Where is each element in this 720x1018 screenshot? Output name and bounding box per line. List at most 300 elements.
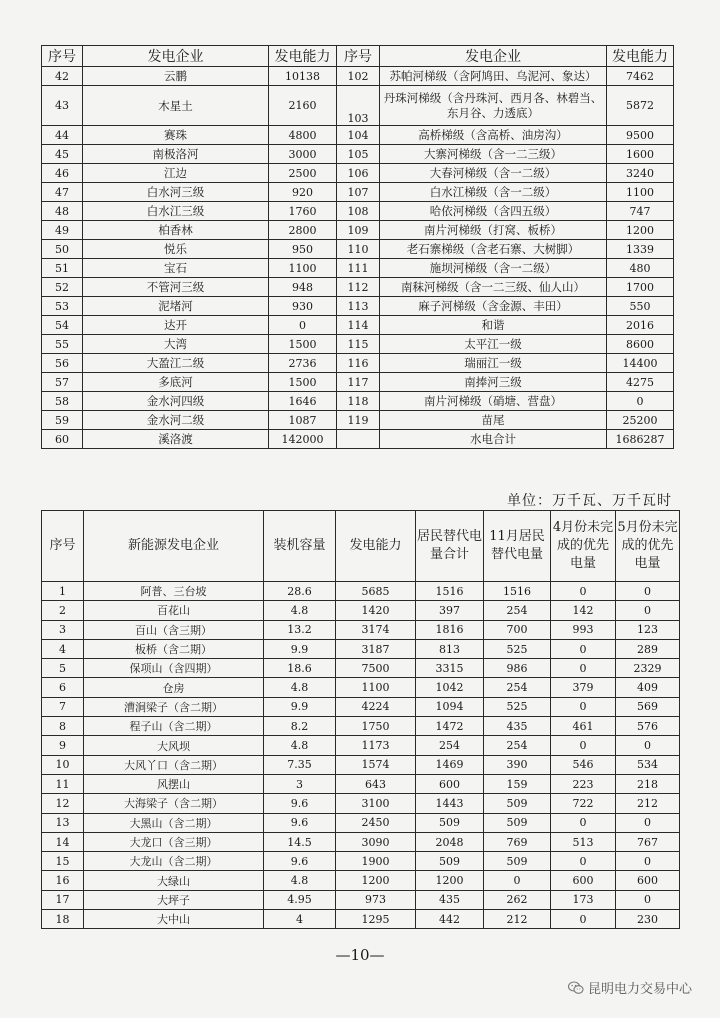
generation-capacity: 973: [336, 890, 416, 909]
installed-capacity: 9.6: [264, 852, 336, 871]
row-number: 2: [42, 601, 84, 620]
resident-substitution-total: 1443: [416, 794, 484, 813]
table-row: [42, 774, 680, 793]
wechat-icon: [568, 981, 584, 995]
plant-name: 大海梁子（含二期）: [84, 794, 264, 813]
november-resident-substitution: 390: [484, 755, 551, 774]
left-generation-capacity: 948: [269, 278, 337, 297]
page-number: —10—: [335, 946, 385, 964]
installed-capacity: 9.9: [264, 697, 336, 716]
left-generation-capacity: 1500: [269, 373, 337, 392]
april-unfinished-priority: 142: [551, 601, 616, 620]
hydro-header-row: [42, 46, 674, 67]
right-generation-capacity: 550: [607, 297, 674, 316]
left-plant-name: 白水河三级: [83, 183, 269, 202]
november-resident-substitution: 769: [484, 832, 551, 851]
right-generation-capacity: 14400: [607, 354, 674, 373]
april-unfinished-priority: 600: [551, 871, 616, 890]
right-plant-name: 施坝河梯级（含一二级）: [380, 259, 607, 278]
left-row-number: 42: [42, 67, 83, 86]
april-unfinished-priority: 0: [551, 639, 616, 658]
generation-capacity: 3187: [336, 639, 416, 658]
column-header: 5月份未完成的优先电量: [616, 511, 680, 582]
right-row-number: 111: [337, 259, 380, 278]
november-resident-substitution: 0: [484, 871, 551, 890]
right-plant-name: 南片河梯级（硝塘、营盘）: [380, 392, 607, 411]
april-unfinished-priority: 379: [551, 678, 616, 697]
may-unfinished-priority: 0: [616, 852, 680, 871]
left-row-number: 49: [42, 221, 83, 240]
row-number: 7: [42, 697, 84, 716]
may-unfinished-priority: 289: [616, 639, 680, 658]
generation-capacity: 1100: [336, 678, 416, 697]
left-plant-name: 江边: [83, 164, 269, 183]
right-plant-name: 南秣河梯级（含一二三级、仙人山）: [380, 278, 607, 297]
resident-substitution-total: 509: [416, 852, 484, 871]
left-plant-name: 泥堵河: [83, 297, 269, 316]
table-row: [42, 678, 680, 697]
row-number: 10: [42, 755, 84, 774]
left-generation-capacity: 2160: [269, 86, 337, 126]
left-generation-capacity: 2800: [269, 221, 337, 240]
installed-capacity: 8.2: [264, 717, 336, 736]
left-row-number: 58: [42, 392, 83, 411]
resident-substitution-total: 1472: [416, 717, 484, 736]
left-plant-name: 云鹏: [83, 67, 269, 86]
plant-name: 风摆山: [84, 774, 264, 793]
column-header: 新能源发电企业: [84, 511, 264, 582]
left-generation-capacity: 0: [269, 316, 337, 335]
hydro-table: [41, 45, 674, 449]
table-row: [42, 639, 680, 658]
plant-name: 大黑山（含二期）: [84, 813, 264, 832]
may-unfinished-priority: 534: [616, 755, 680, 774]
right-plant-name: 南捧河三级: [380, 373, 607, 392]
may-unfinished-priority: 218: [616, 774, 680, 793]
plant-name: 阿普、三台坡: [84, 582, 264, 601]
right-generation-capacity: 7462: [607, 67, 674, 86]
november-resident-substitution: 159: [484, 774, 551, 793]
left-plant-name: 柏香林: [83, 221, 269, 240]
left-generation-capacity: 2736: [269, 354, 337, 373]
left-generation-capacity: 2500: [269, 164, 337, 183]
right-row-number: 116: [337, 354, 380, 373]
left-generation-capacity: 1646: [269, 392, 337, 411]
row-number: 17: [42, 890, 84, 909]
left-generation-capacity: 920: [269, 183, 337, 202]
table-row: [42, 620, 680, 639]
november-resident-substitution: 262: [484, 890, 551, 909]
generation-capacity: 1295: [336, 910, 416, 929]
right-generation-capacity: 3240: [607, 164, 674, 183]
right-plant-name: 苏帕河梯级（含阿鸠田、乌泥河、象达）: [380, 67, 607, 86]
november-resident-substitution: 509: [484, 794, 551, 813]
row-number: 3: [42, 620, 84, 639]
resident-substitution-total: 1042: [416, 678, 484, 697]
resident-substitution-total: 442: [416, 910, 484, 929]
right-plant-name: 瑞丽江一级: [380, 354, 607, 373]
left-row-number: 48: [42, 202, 83, 221]
may-unfinished-priority: 0: [616, 736, 680, 755]
table-row: [42, 67, 674, 86]
right-generation-capacity: 8600: [607, 335, 674, 354]
left-row-number: 43: [42, 86, 83, 126]
right-row-number: 106: [337, 164, 380, 183]
table-row: [42, 145, 674, 164]
generation-capacity: 1200: [336, 871, 416, 890]
right-row-number: 108: [337, 202, 380, 221]
november-resident-substitution: 1516: [484, 582, 551, 601]
resident-substitution-total: 1816: [416, 620, 484, 639]
right-plant-name: 哈依河梯级（含四五级）: [380, 202, 607, 221]
table-row: [42, 813, 680, 832]
row-number: 9: [42, 736, 84, 755]
table-row: [42, 601, 680, 620]
left-row-number: 44: [42, 126, 83, 145]
resident-substitution-total: 1200: [416, 871, 484, 890]
column-header: 11月居民替代电量: [484, 511, 551, 582]
right-generation-capacity: 4275: [607, 373, 674, 392]
right-plant-name: 麻子河梯级（含金源、丰田）: [380, 297, 607, 316]
generation-capacity: 7500: [336, 659, 416, 678]
installed-capacity: 3: [264, 774, 336, 793]
table-row: [42, 354, 674, 373]
table-row: [42, 392, 674, 411]
left-generation-capacity: 1100: [269, 259, 337, 278]
table-row: [42, 411, 674, 430]
generation-capacity: 1900: [336, 852, 416, 871]
generation-capacity: 4224: [336, 697, 416, 716]
table-row: [42, 373, 674, 392]
row-number: 14: [42, 832, 84, 851]
may-unfinished-priority: 123: [616, 620, 680, 639]
generation-capacity: 3090: [336, 832, 416, 851]
plant-name: 大龙山（含二期）: [84, 852, 264, 871]
generation-capacity: 1420: [336, 601, 416, 620]
table-row: [42, 852, 680, 871]
november-resident-substitution: 525: [484, 639, 551, 658]
column-header: 居民替代电量合计: [416, 511, 484, 582]
row-number: 6: [42, 678, 84, 697]
may-unfinished-priority: 0: [616, 601, 680, 620]
right-plant-name: 苗尾: [380, 411, 607, 430]
left-row-number: 59: [42, 411, 83, 430]
left-generation-capacity: 1500: [269, 335, 337, 354]
right-row-number: 103: [337, 86, 380, 126]
may-unfinished-priority: 576: [616, 717, 680, 736]
right-plant-name: 太平江一级: [380, 335, 607, 354]
installed-capacity: 4.95: [264, 890, 336, 909]
table-row: [42, 240, 674, 259]
resident-substitution-total: 435: [416, 890, 484, 909]
left-plant-name: 大湾: [83, 335, 269, 354]
table-row: [42, 910, 680, 929]
installed-capacity: 13.2: [264, 620, 336, 639]
plant-name: 保项山（含四期）: [84, 659, 264, 678]
installed-capacity: 4.8: [264, 601, 336, 620]
column-header: 序号: [42, 511, 84, 582]
table-row: [42, 221, 674, 240]
left-generation-capacity: 142000: [269, 430, 337, 449]
table-row: [42, 278, 674, 297]
plant-name: 仓房: [84, 678, 264, 697]
november-resident-substitution: 525: [484, 697, 551, 716]
right-row-number: 104: [337, 126, 380, 145]
installed-capacity: 9.6: [264, 813, 336, 832]
plant-name: 漕涧梁子（含二期）: [84, 697, 264, 716]
table-row: [42, 202, 674, 221]
table-row: [42, 430, 674, 449]
resident-substitution-total: 1516: [416, 582, 484, 601]
left-generation-capacity: 950: [269, 240, 337, 259]
plant-name: 程子山（含二期）: [84, 717, 264, 736]
installed-capacity: 18.6: [264, 659, 336, 678]
left-plant-name: 宝石: [83, 259, 269, 278]
left-row-number: 46: [42, 164, 83, 183]
right-generation-capacity: 0: [607, 392, 674, 411]
table-row: [42, 794, 680, 813]
resident-substitution-total: 1094: [416, 697, 484, 716]
left-generation-capacity: 1760: [269, 202, 337, 221]
april-unfinished-priority: 0: [551, 697, 616, 716]
april-unfinished-priority: 993: [551, 620, 616, 639]
row-number: 13: [42, 813, 84, 832]
left-plant-name: 南极洛河: [83, 145, 269, 164]
left-plant-name: 木星土: [83, 86, 269, 126]
table-row: [42, 871, 680, 890]
resident-substitution-total: 397: [416, 601, 484, 620]
new-energy-table: [41, 510, 680, 929]
april-unfinished-priority: 546: [551, 755, 616, 774]
unit-label: 单位：万千瓦、万千瓦时: [507, 493, 672, 509]
table-row: [42, 755, 680, 774]
right-row-number: 119: [337, 411, 380, 430]
row-number: 8: [42, 717, 84, 736]
right-generation-capacity: 2016: [607, 316, 674, 335]
resident-substitution-total: 1469: [416, 755, 484, 774]
row-number: 15: [42, 852, 84, 871]
generation-capacity: 5685: [336, 582, 416, 601]
may-unfinished-priority: 569: [616, 697, 680, 716]
right-plant-name: 老石寨梯级（含老石寨、大树脚）: [380, 240, 607, 259]
left-generation-capacity: 10138: [269, 67, 337, 86]
november-resident-substitution: 254: [484, 736, 551, 755]
left-row-number: 47: [42, 183, 83, 202]
left-row-number: 50: [42, 240, 83, 259]
left-plant-name: 金水河二级: [83, 411, 269, 430]
resident-substitution-total: 600: [416, 774, 484, 793]
table-row: [42, 717, 680, 736]
left-generation-capacity: 1087: [269, 411, 337, 430]
right-generation-capacity: 480: [607, 259, 674, 278]
left-plant-name: 白水江三级: [83, 202, 269, 221]
row-number: 11: [42, 774, 84, 793]
table-row: [42, 697, 680, 716]
watermark: [568, 978, 692, 997]
right-generation-capacity: 1700: [607, 278, 674, 297]
table-row: [42, 832, 680, 851]
row-number: 1: [42, 582, 84, 601]
right-row-number: 118: [337, 392, 380, 411]
column-header: 发电能力: [269, 46, 337, 67]
right-generation-capacity: 5872: [607, 86, 674, 126]
april-unfinished-priority: 0: [551, 736, 616, 755]
may-unfinished-priority: 2329: [616, 659, 680, 678]
may-unfinished-priority: 212: [616, 794, 680, 813]
april-unfinished-priority: 722: [551, 794, 616, 813]
right-plant-name: 南片河梯级（打窝、板桥）: [380, 221, 607, 240]
installed-capacity: 14.5: [264, 832, 336, 851]
right-row-number: [337, 430, 380, 449]
table-row: [42, 183, 674, 202]
right-row-number: 113: [337, 297, 380, 316]
table-row: [42, 890, 680, 909]
table-row: [42, 259, 674, 278]
april-unfinished-priority: 173: [551, 890, 616, 909]
right-row-number: 110: [337, 240, 380, 259]
right-plant-name: 大春河梯级（含一二级）: [380, 164, 607, 183]
watermark-text: 昆明电力交易中心: [587, 982, 692, 997]
right-generation-capacity: 1600: [607, 145, 674, 164]
right-row-number: 112: [337, 278, 380, 297]
may-unfinished-priority: 600: [616, 871, 680, 890]
table-row: [42, 582, 680, 601]
generation-capacity: 1750: [336, 717, 416, 736]
installed-capacity: 4.8: [264, 871, 336, 890]
plant-name: 大龙口（含三期）: [84, 832, 264, 851]
installed-capacity: 4.8: [264, 736, 336, 755]
november-resident-substitution: 212: [484, 910, 551, 929]
april-unfinished-priority: 0: [551, 659, 616, 678]
table-row: [42, 126, 674, 145]
november-resident-substitution: 254: [484, 601, 551, 620]
left-plant-name: 不管河三级: [83, 278, 269, 297]
plant-name: 大坪子: [84, 890, 264, 909]
column-header: 序号: [42, 46, 83, 67]
right-row-number: 114: [337, 316, 380, 335]
right-generation-capacity: 1200: [607, 221, 674, 240]
generation-capacity: 1574: [336, 755, 416, 774]
resident-substitution-total: 813: [416, 639, 484, 658]
table-row: [42, 316, 674, 335]
left-generation-capacity: 3000: [269, 145, 337, 164]
right-plant-name: 白水江梯级（含一二级）: [380, 183, 607, 202]
right-row-number: 105: [337, 145, 380, 164]
right-plant-name: 高桥梯级（含高桥、油房沟）: [380, 126, 607, 145]
plant-name: 板桥（含二期）: [84, 639, 264, 658]
installed-capacity: 4: [264, 910, 336, 929]
right-generation-capacity: 9500: [607, 126, 674, 145]
row-number: 16: [42, 871, 84, 890]
right-generation-capacity: 1100: [607, 183, 674, 202]
column-header: 序号: [337, 46, 380, 67]
april-unfinished-priority: 223: [551, 774, 616, 793]
right-row-number: 102: [337, 67, 380, 86]
installed-capacity: 7.35: [264, 755, 336, 774]
resident-substitution-total: 2048: [416, 832, 484, 851]
table-row: [42, 736, 680, 755]
april-unfinished-priority: 461: [551, 717, 616, 736]
column-header: 装机容量: [264, 511, 336, 582]
plant-name: 大中山: [84, 910, 264, 929]
april-unfinished-priority: 0: [551, 910, 616, 929]
may-unfinished-priority: 0: [616, 890, 680, 909]
installed-capacity: 9.6: [264, 794, 336, 813]
generation-capacity: 3100: [336, 794, 416, 813]
may-unfinished-priority: 767: [616, 832, 680, 851]
may-unfinished-priority: 230: [616, 910, 680, 929]
table-row: [42, 335, 674, 354]
left-plant-name: 悦乐: [83, 240, 269, 259]
may-unfinished-priority: 0: [616, 813, 680, 832]
installed-capacity: 9.9: [264, 639, 336, 658]
column-header: 发电能力: [336, 511, 416, 582]
table-row: [42, 86, 674, 126]
installed-capacity: 28.6: [264, 582, 336, 601]
right-plant-name: 水电合计: [380, 430, 607, 449]
left-plant-name: 大盈江二级: [83, 354, 269, 373]
right-plant-name: 和谐: [380, 316, 607, 335]
column-header: 发电能力: [607, 46, 674, 67]
right-generation-capacity: 1339: [607, 240, 674, 259]
generation-capacity: 2450: [336, 813, 416, 832]
april-unfinished-priority: 513: [551, 832, 616, 851]
right-generation-capacity: 747: [607, 202, 674, 221]
right-row-number: 115: [337, 335, 380, 354]
installed-capacity: 4.8: [264, 678, 336, 697]
resident-substitution-total: 254: [416, 736, 484, 755]
left-generation-capacity: 4800: [269, 126, 337, 145]
table-row: [42, 659, 680, 678]
column-header: 发电企业: [83, 46, 269, 67]
plant-name: 百花山: [84, 601, 264, 620]
right-row-number: 109: [337, 221, 380, 240]
column-header: 4月份未完成的优先电量: [551, 511, 616, 582]
left-row-number: 53: [42, 297, 83, 316]
may-unfinished-priority: 409: [616, 678, 680, 697]
column-header: 发电企业: [380, 46, 607, 67]
resident-substitution-total: 3315: [416, 659, 484, 678]
left-row-number: 56: [42, 354, 83, 373]
left-row-number: 57: [42, 373, 83, 392]
left-row-number: 60: [42, 430, 83, 449]
left-plant-name: 赛珠: [83, 126, 269, 145]
generation-capacity: 3174: [336, 620, 416, 639]
plant-name: 大绿山: [84, 871, 264, 890]
left-row-number: 52: [42, 278, 83, 297]
right-generation-capacity: 1686287: [607, 430, 674, 449]
row-number: 12: [42, 794, 84, 813]
may-unfinished-priority: 0: [616, 582, 680, 601]
left-plant-name: 金水河四级: [83, 392, 269, 411]
left-row-number: 54: [42, 316, 83, 335]
left-row-number: 55: [42, 335, 83, 354]
plant-name: 大风坝: [84, 736, 264, 755]
row-number: 4: [42, 639, 84, 658]
april-unfinished-priority: 0: [551, 582, 616, 601]
left-plant-name: 溪洛渡: [83, 430, 269, 449]
november-resident-substitution: 700: [484, 620, 551, 639]
november-resident-substitution: 509: [484, 813, 551, 832]
april-unfinished-priority: 0: [551, 813, 616, 832]
row-number: 18: [42, 910, 84, 929]
right-generation-capacity: 25200: [607, 411, 674, 430]
left-plant-name: 多底河: [83, 373, 269, 392]
table-row: [42, 297, 674, 316]
left-plant-name: 达开: [83, 316, 269, 335]
plant-name: 百山（含三期）: [84, 620, 264, 639]
left-row-number: 45: [42, 145, 83, 164]
